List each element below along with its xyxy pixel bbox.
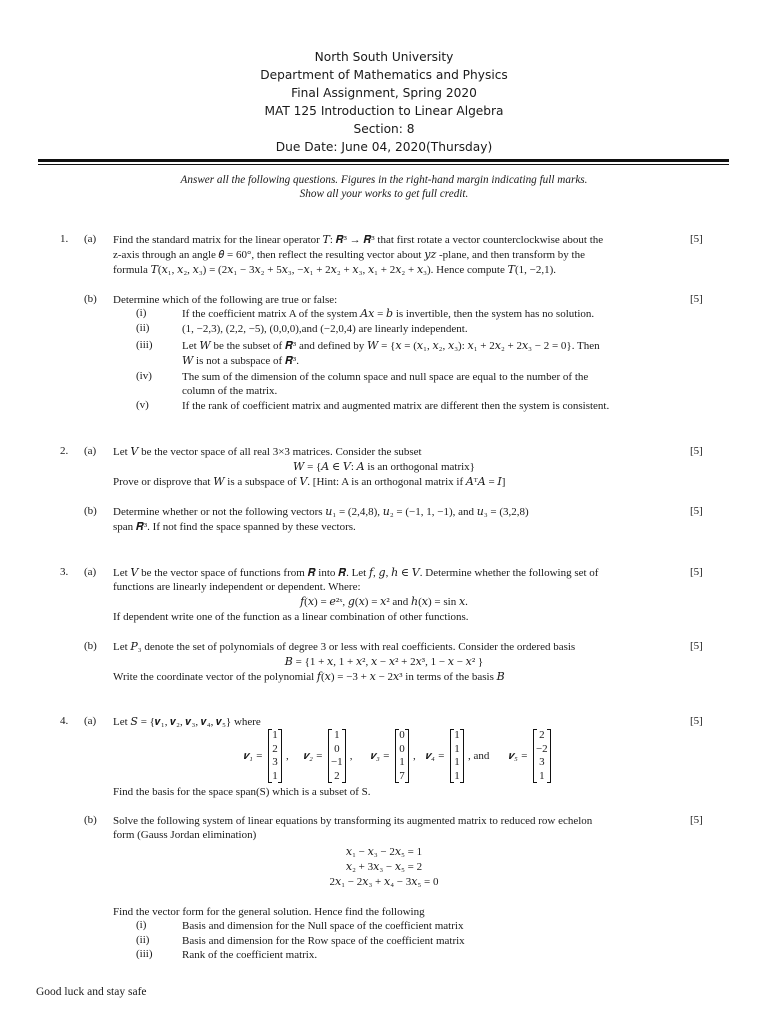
vector-entry: 7 [399, 769, 405, 782]
question-number: 1. [60, 233, 69, 245]
question-text: If dependent write one of the function as a linear combination of other functions. [113, 611, 469, 623]
equation: 𝑥₂ + 3𝑥₃ − 𝑥₅ = 2 [345, 861, 423, 873]
vector-separator: , and [467, 750, 490, 762]
column-vector [533, 729, 551, 783]
item-number: (ii) [136, 934, 150, 946]
vector-entry: 3 [272, 756, 278, 768]
vector-label: 𝒗₁ = [243, 749, 263, 762]
item-number: (iii) [136, 339, 153, 351]
question-text: formula 𝑇(𝑥₁, 𝑥₂, 𝑥₃) = (2𝑥₁ − 3𝑥₂ + 5𝑥₃, −𝑥₁ + 2𝑥₂ + 𝑥₃, 𝑥₁ + 2𝑥₂ + 𝑥₃). Hence compute 𝑇(1, −2,1). [113, 264, 556, 276]
vector-entry: 1 [399, 756, 405, 768]
vector-v4 [425, 728, 489, 784]
vector-separator: , [349, 750, 353, 762]
part-label: (a) [84, 445, 97, 457]
question-number: 4. [60, 715, 69, 727]
part-label: (b) [84, 293, 97, 305]
question-text: Find the vector form for the general solution. Hence find the following [113, 906, 425, 918]
assignment-title: Final Assignment, Spring 2020 [291, 86, 477, 100]
question-text: Solve the following system of linear equations by transforming its augmented matrix to reduced row echelon [113, 815, 593, 827]
instructions-line-2: Show all your works to get full credit. [299, 188, 469, 200]
part-label: (a) [84, 233, 97, 245]
item-text: The sum of the dimension of the column space and null space are equal to the number of the [182, 371, 589, 383]
vector-entry: 1 [454, 756, 460, 768]
vector-label: 𝒗₃ = [370, 749, 390, 762]
due-date: Due Date: June 04, 2020(Thursday) [275, 140, 493, 154]
part-label: (b) [84, 814, 97, 826]
vector-entry: 1 [272, 729, 278, 741]
question-number: 3. [60, 566, 69, 578]
vector-separator: , [285, 750, 289, 762]
footer-note: Good luck and stay safe [36, 986, 147, 998]
item-text: Let 𝑊 be the subset of 𝑹³ and defined by 𝑊 = {𝑥 = (𝑥₁, 𝑥₂, 𝑥₃): 𝑥₁ + 2𝑥₂ + 2𝑥₃ − 2 = 0}. Then [182, 340, 600, 352]
vector-v2 [303, 728, 352, 784]
header-rule-thick [38, 159, 729, 162]
vector-entry: 2 [539, 729, 545, 741]
equation: 𝑥₁ − 𝑥₃ − 2𝑥₅ = 1 [345, 846, 423, 858]
part-label: (b) [84, 505, 97, 517]
item-number: (iv) [136, 370, 152, 382]
question-text: Let 𝑉 be the vector space of all real 3×3 matrices. Consider the subset [113, 446, 422, 458]
section-number: Section: 8 [353, 122, 415, 136]
column-vector [450, 729, 464, 783]
vector-entry: 1 [272, 769, 278, 782]
part-label: (b) [84, 640, 97, 652]
part-label: (a) [84, 566, 97, 578]
item-number: (i) [136, 307, 147, 319]
question-text: Determine which of the following are true or false: [113, 294, 338, 306]
question-text: Determine whether or not the following vectors 𝑢₁ = (2,4,8), 𝑢₂ = (−1, 1, −1), and 𝑢₃ = (3,2,8) [113, 506, 529, 518]
marks: [5] [690, 293, 703, 305]
university-name: North South University [314, 50, 454, 64]
vector-entry: 1 [454, 742, 460, 755]
equation: 𝑊 = {𝐴 ∈ 𝑉: 𝐴 is an orthogonal matrix} [293, 461, 475, 473]
vector-entry: 0 [399, 729, 405, 741]
vector-entry: −2 [535, 742, 548, 755]
marks: [5] [690, 566, 703, 578]
question-text: Let 𝑆 = {𝒗₁, 𝒗₂, 𝒗₃, 𝒗₄, 𝒗₅} where [113, 716, 261, 728]
vector-label: 𝒗₅ = [508, 749, 528, 762]
vector-label: 𝒗₂ = [303, 749, 323, 762]
vector-entry: −1 [330, 756, 343, 768]
item-number: (ii) [136, 322, 150, 334]
item-text: (1, −2,3), (2,2, −5), (0,0,0),and (−2,0,4) are linearly independent. [182, 323, 468, 335]
vector-entry: 2 [272, 742, 278, 755]
vector-entry: 0 [399, 742, 405, 755]
marks: [5] [690, 233, 703, 245]
header-rule-thin [38, 164, 729, 165]
equation: 𝐵 = {1 + 𝑥, 1 + 𝑥², 𝑥 − 𝑥² + 2𝑥³, 1 − 𝑥 − 𝑥² } [284, 656, 484, 668]
vector-separator: , [412, 750, 416, 762]
vector-v5 [508, 728, 555, 784]
vector-entry: 0 [334, 742, 340, 755]
marks: [5] [690, 715, 703, 727]
part-label: (a) [84, 715, 97, 727]
department-name: Department of Mathematics and Physics [260, 68, 508, 82]
marks: [5] [690, 445, 703, 457]
question-number: 2. [60, 445, 69, 457]
question-text: Let 𝑉 be the vector space of functions from 𝑹 into 𝑹. Let 𝑓, 𝑔, ℎ ∈ 𝑉. Determine whether the following set of [113, 567, 599, 579]
item-text: 𝑊 is not a subspace of 𝑹³. [182, 355, 299, 367]
course-title: MAT 125 Introduction to Linear Algebra [264, 104, 504, 118]
vector-entry: 3 [539, 756, 545, 768]
item-text: If the coefficient matrix A of the system 𝐴𝑥 = 𝑏 is invertible, then the system has no solution. [182, 308, 595, 320]
marks: [5] [690, 814, 703, 826]
marks: [5] [690, 505, 703, 517]
item-number: (iii) [136, 948, 153, 960]
vector-label: 𝒗₄ = [425, 749, 445, 762]
question-text: z-axis through an angle 𝜃 = 60°, then reflect the resulting vector about 𝑦𝑧 -plane, and then transform by the [113, 249, 585, 261]
vector-v1 [243, 728, 289, 784]
equation: 2𝑥₁ − 2𝑥₃ + 𝑥₄ − 3𝑥₅ = 0 [329, 876, 439, 888]
question-text: Let 𝑃₃ denote the set of polynomials of degree 3 or less with real coefficients. Consider the ordered basis [113, 641, 576, 653]
item-text: column of the matrix. [182, 385, 278, 397]
vector-entry: 1 [539, 769, 545, 782]
vector-entry: 1 [334, 729, 340, 741]
vector-v3 [370, 728, 416, 784]
marks: [5] [690, 640, 703, 652]
item-text: Basis and dimension for the Row space of the coefficient matrix [182, 935, 465, 947]
item-text: Rank of the coefficient matrix. [182, 949, 318, 961]
vector-entry: 2 [334, 769, 340, 782]
instructions-line-1: Answer all the following questions. Figures in the right-hand margin indicating full marks. [180, 174, 588, 186]
column-vector [395, 729, 409, 783]
vector-entry: 1 [454, 729, 460, 741]
question-text: Write the coordinate vector of the polynomial 𝑓(𝑥) = −3 + 𝑥 − 2𝑥³ in terms of the basis 𝐵 [113, 671, 505, 683]
question-text: Find the standard matrix for the linear operator 𝑇: 𝑹³ → 𝑹³ that first rotate a vector counterclockwise about the [113, 234, 604, 246]
item-number: (v) [136, 399, 149, 411]
item-text: Basis and dimension for the Null space of the coefficient matrix [182, 920, 464, 932]
item-text: If the rank of coefficient matrix and augmented matrix are different then the system is consistent. [182, 400, 610, 412]
question-text: Prove or disprove that 𝑊 is a subspace of 𝑉. [Hint: A is an orthogonal matrix if 𝐴ᵀ𝐴 = 𝐼] [113, 476, 506, 488]
question-text: Find the basis for the space span(S) which is a subset of S. [113, 786, 371, 798]
question-text: span 𝑹³. If not find the space spanned by these vectors. [113, 521, 356, 533]
item-number: (i) [136, 919, 147, 931]
vector-entry: 1 [454, 769, 460, 782]
question-text: functions are linearly independent or dependent. Where: [113, 581, 361, 593]
equation: 𝑓(𝑥) = 𝑒²ˣ, 𝑔(𝑥) = 𝑥² and ℎ(𝑥) = sin 𝑥. [300, 596, 468, 608]
column-vector [268, 729, 282, 783]
column-vector [328, 729, 346, 783]
question-text: form (Gauss Jordan elimination) [113, 829, 257, 841]
